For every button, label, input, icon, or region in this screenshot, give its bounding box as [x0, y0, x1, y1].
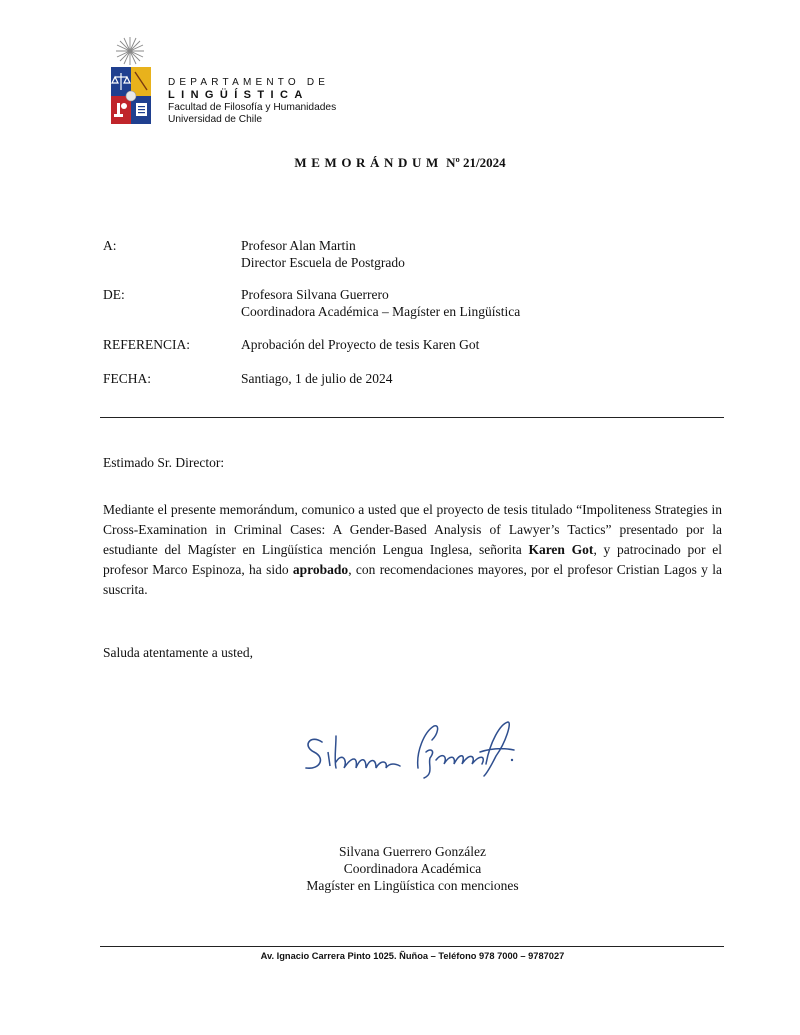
university-logo — [108, 36, 164, 126]
student-name: Karen Got — [528, 542, 594, 557]
date-value: Santiago, 1 de julio de 2024 — [241, 371, 393, 386]
body-text-part-3: , con recomendaciones mayores, por el profesor Cristian Lagos y la suscrita. — [103, 562, 722, 597]
header-divider — [100, 417, 724, 418]
body-text-part-2: , y patrocinado por el profesor Marco Espinoza, ha sido — [103, 542, 722, 577]
closing-line: Saluda atentamente a usted, — [103, 645, 253, 660]
from-role: Coordinadora Académica – Magíster en Lingüística — [241, 304, 521, 319]
university-name: Universidad de Chile — [168, 114, 263, 125]
faculty-name: Facultad de Filosofía y Humanidades — [168, 102, 337, 113]
star-icon — [116, 37, 144, 65]
memo-number: Nº 21/2024 — [446, 155, 506, 170]
handwritten-signature — [300, 712, 520, 782]
signer-program: Magíster en Lingüística con menciones — [306, 878, 519, 893]
reference-label: REFERENCIA: — [103, 337, 191, 352]
to-label: A: — [103, 238, 117, 253]
from-label: DE: — [103, 287, 125, 302]
from-name: Profesora Silvana Guerrero — [241, 287, 389, 302]
signer-name: Silvana Guerrero González — [339, 844, 486, 859]
body-text-part-1: Mediante el presente memorándum, comunico a usted que el proyecto de tesis titulado “Impoliteness Strategies in Cross-Examination in Criminal Cases: A Gender-Based Analysis of Lawyer’s Tactics” presentado por la estudiante del Magíster en Lingüística mención Lengua Inglesa, señorita — [103, 502, 722, 557]
reference-value: Aprobación del Proyecto de tesis Karen Got — [241, 337, 480, 352]
department-name: LINGÜÍSTICA — [168, 89, 309, 101]
greeting: Estimado Sr. Director: — [103, 455, 225, 470]
to-role: Director Escuela de Postgrado — [241, 255, 405, 270]
body-paragraph — [103, 500, 722, 600]
approval-status: aprobado — [292, 562, 349, 577]
footer-divider — [100, 946, 724, 947]
footer-address: Av. Ignacio Carrera Pinto 1025. Ñuñoa – Teléfono 978 7000 – 9787027 — [260, 951, 565, 961]
to-name: Profesor Alan Martin — [241, 238, 356, 253]
signer-role: Coordinadora Académica — [343, 861, 482, 876]
memo-title — [0, 155, 800, 171]
memo-title-word: MEMORÁNDUM — [294, 155, 443, 170]
date-label: FECHA: — [103, 371, 152, 386]
department-header — [168, 77, 336, 126]
signer-block — [0, 843, 800, 894]
department-label: DEPARTAMENTO DE — [168, 77, 330, 88]
